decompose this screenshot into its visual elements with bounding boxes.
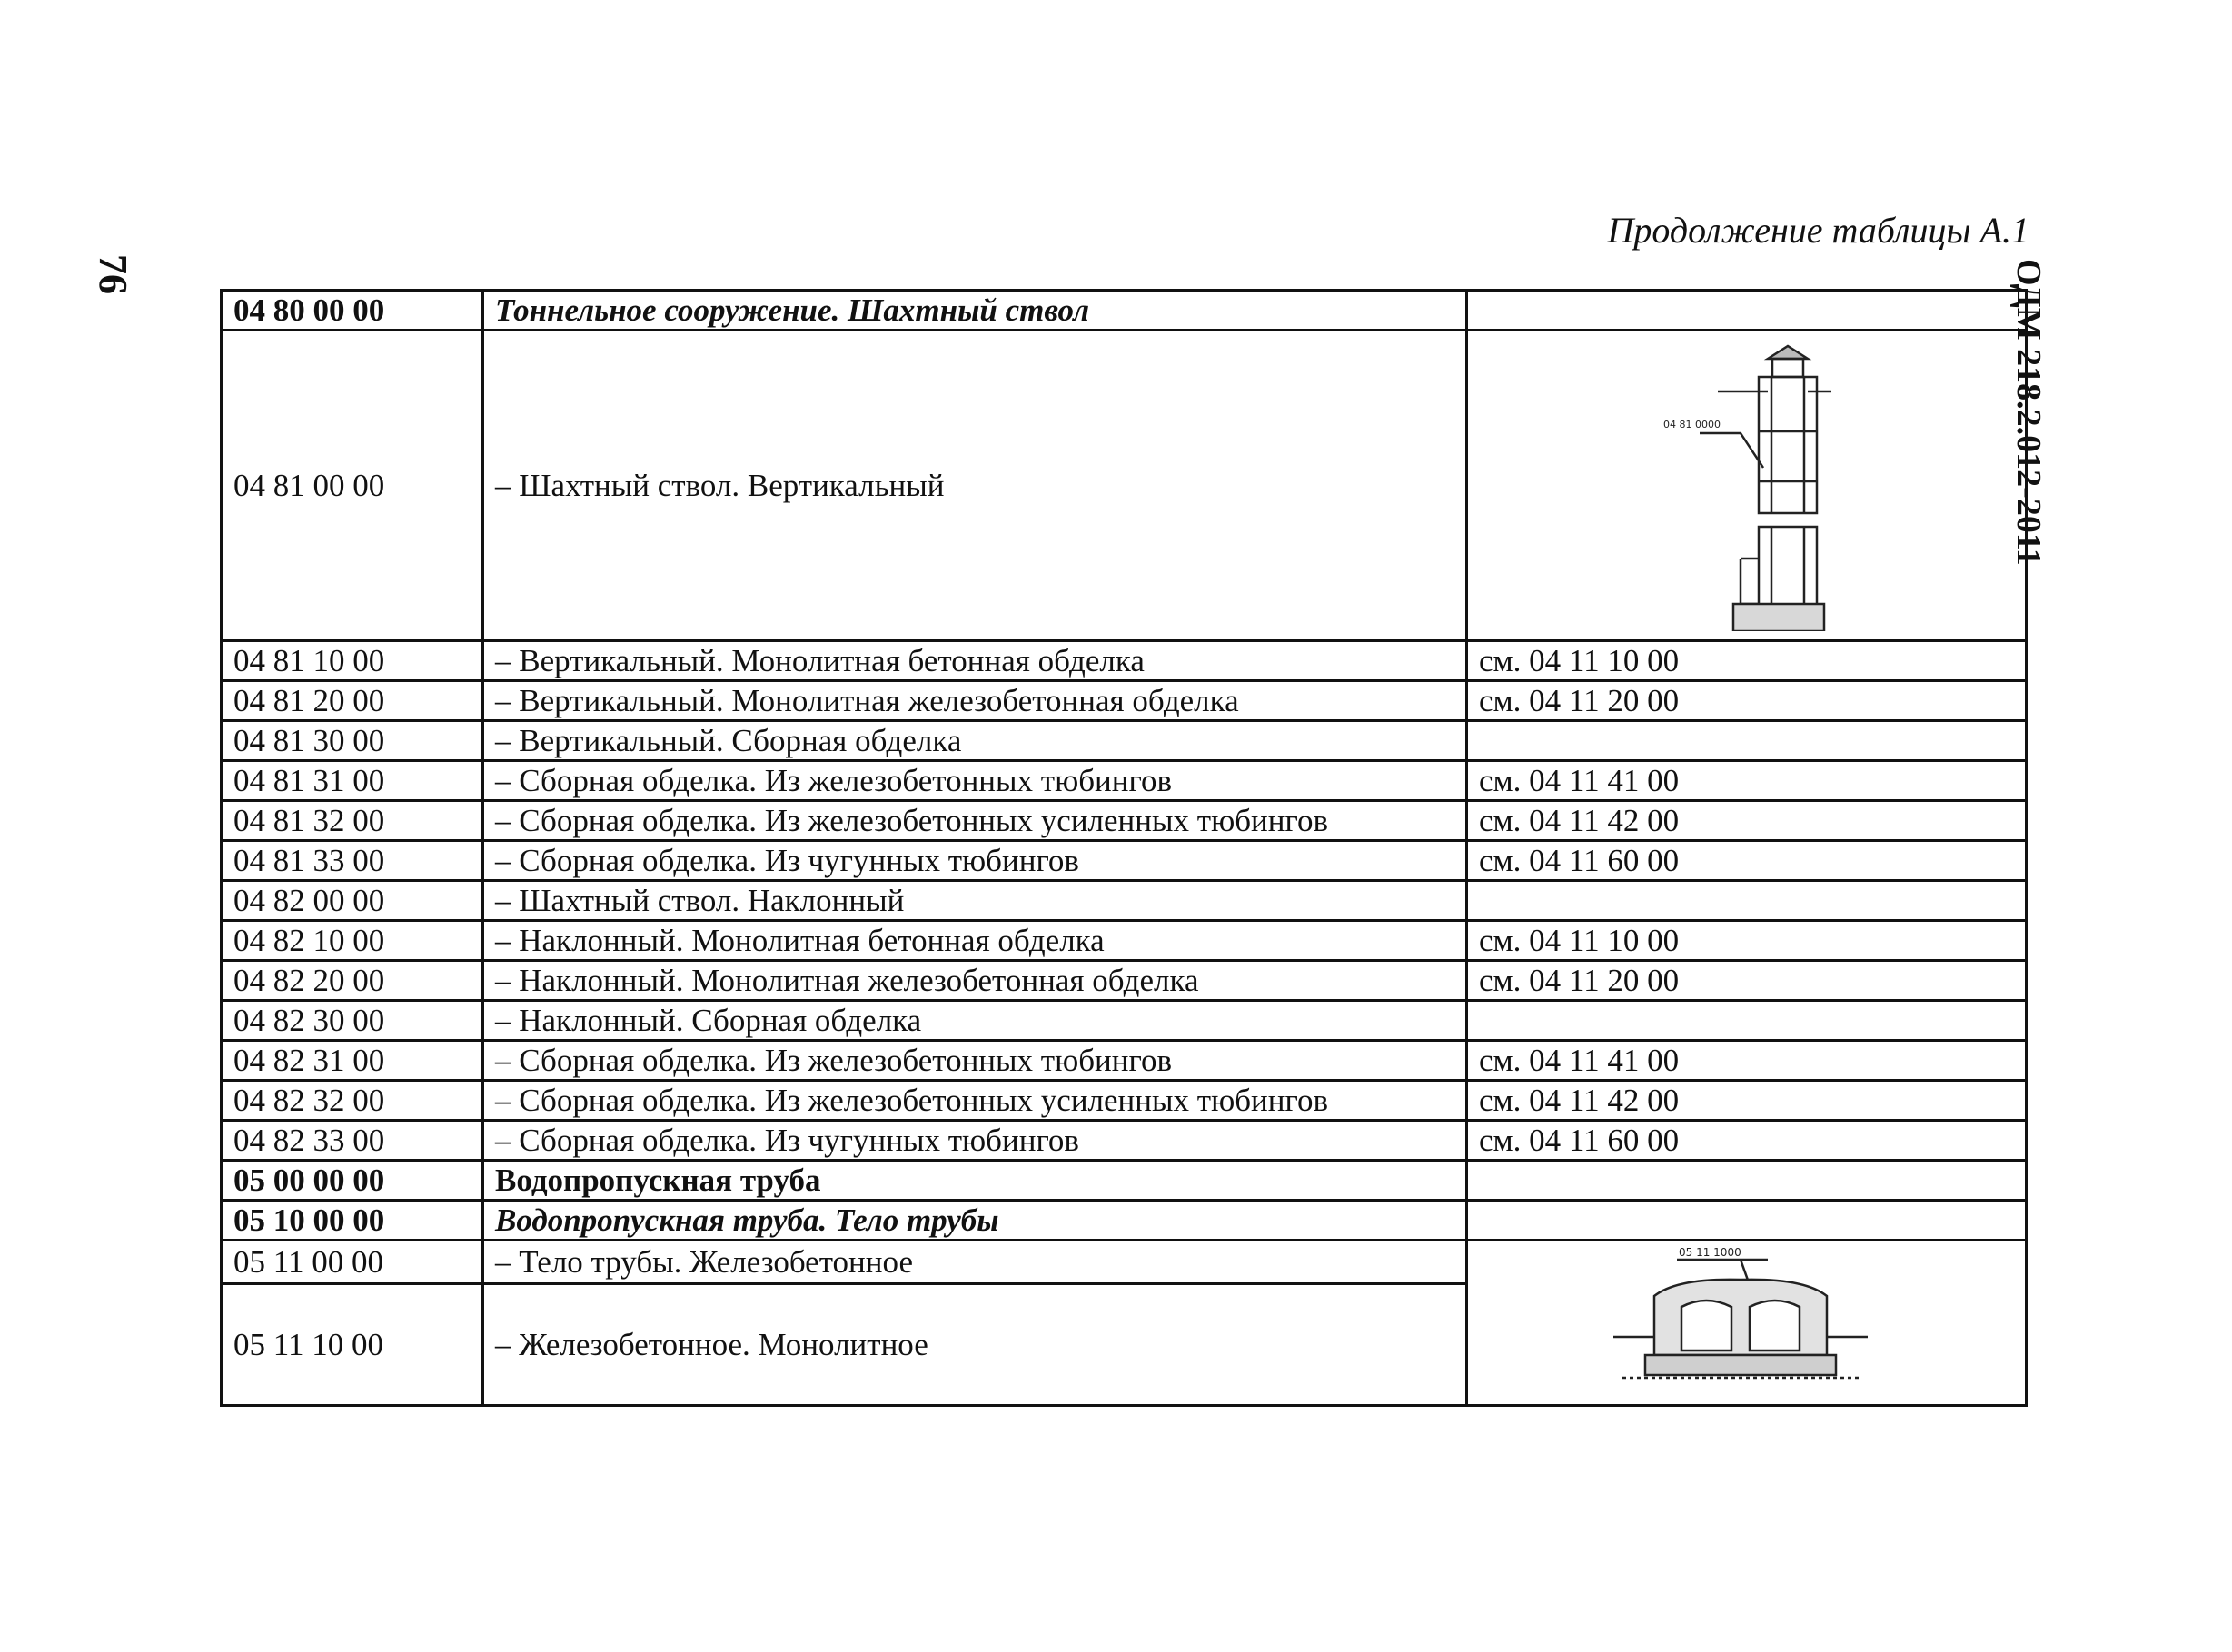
table-row <box>222 1201 2027 1241</box>
row-description: – Сборная обделка. Из железобетонных усиленных тюбингов <box>483 1081 1467 1121</box>
table-row <box>222 841 2027 881</box>
culvert-figure-cell <box>1467 1241 2027 1406</box>
culvert-drawing <box>1468 1241 2027 1396</box>
row-code: 05 10 00 00 <box>222 1201 483 1241</box>
row-reference <box>1467 721 2027 761</box>
row-code: 04 80 00 00 <box>222 291 483 331</box>
row-reference: см. 04 11 42 00 <box>1467 1081 2027 1121</box>
table-row <box>222 761 2027 801</box>
row-description: – Шахтный ствол. Наклонный <box>483 881 1467 921</box>
row-description: – Тело трубы. Железобетонное <box>483 1241 1467 1284</box>
table-row <box>222 801 2027 841</box>
table-row <box>222 641 2027 681</box>
table-row <box>222 1241 2027 1284</box>
table-row <box>222 1161 2027 1201</box>
row-code: 04 81 20 00 <box>222 681 483 721</box>
row-reference <box>1467 1001 2027 1041</box>
row-description: – Наклонный. Сборная обделка <box>483 1001 1467 1041</box>
row-reference: см. 04 11 41 00 <box>1467 761 2027 801</box>
row-description: – Сборная обделка. Из чугунных тюбингов <box>483 1121 1467 1161</box>
row-description: – Сборная обделка. Из чугунных тюбингов <box>483 841 1467 881</box>
table-row <box>222 1081 2027 1121</box>
row-reference <box>1467 1201 2027 1241</box>
row-code: 04 81 00 00 <box>222 331 483 641</box>
row-code: 04 82 33 00 <box>222 1121 483 1161</box>
table-row <box>222 961 2027 1001</box>
row-description: Водопропускная труба <box>483 1161 1467 1201</box>
shaft-figure-label: 04 81 0000 <box>1663 419 1721 430</box>
row-description: Тоннельное сооружение. Шахтный ствол <box>483 291 1467 331</box>
row-code: 04 81 10 00 <box>222 641 483 681</box>
table-row <box>222 881 2027 921</box>
row-code: 04 81 31 00 <box>222 761 483 801</box>
row-code: 04 82 00 00 <box>222 881 483 921</box>
table-row <box>222 921 2027 961</box>
row-code: 04 82 30 00 <box>222 1001 483 1041</box>
table-row <box>222 681 2027 721</box>
row-reference: см. 04 11 42 00 <box>1467 801 2027 841</box>
row-description: – Железобетонное. Монолитное <box>483 1283 1467 1405</box>
row-reference: см. 04 11 10 00 <box>1467 921 2027 961</box>
row-code: 04 81 30 00 <box>222 721 483 761</box>
row-reference: см. 04 11 20 00 <box>1467 961 2027 1001</box>
shaft-figure-cell <box>1467 331 2027 641</box>
row-code: 05 11 10 00 <box>222 1283 483 1405</box>
row-code: 05 11 00 00 <box>222 1241 483 1284</box>
row-description: – Вертикальный. Монолитная железобетонная обделка <box>483 681 1467 721</box>
row-reference: см. 04 11 20 00 <box>1467 681 2027 721</box>
row-description: – Наклонный. Монолитная железобетонная обделка <box>483 961 1467 1001</box>
row-code: 04 82 20 00 <box>222 961 483 1001</box>
table-row <box>222 1121 2027 1161</box>
row-reference: см. 04 11 10 00 <box>1467 641 2027 681</box>
row-reference <box>1467 1161 2027 1201</box>
table-row <box>222 1041 2027 1081</box>
vertical-shaft-drawing <box>1468 331 2027 631</box>
row-code: 04 82 32 00 <box>222 1081 483 1121</box>
table-row <box>222 721 2027 761</box>
table-caption: Продолжение таблицы А.1 <box>1607 210 2029 251</box>
row-description: Водопропускная труба. Тело трубы <box>483 1201 1467 1241</box>
row-code: 04 81 33 00 <box>222 841 483 881</box>
row-description: – Вертикальный. Сборная обделка <box>483 721 1467 761</box>
row-description: – Вертикальный. Монолитная бетонная обделка <box>483 641 1467 681</box>
classification-table <box>220 289 2028 1407</box>
culvert-figure-label: 05 11 1000 <box>1679 1246 1741 1259</box>
row-description: – Сборная обделка. Из железобетонных тюбингов <box>483 761 1467 801</box>
row-reference: см. 04 11 60 00 <box>1467 841 2027 881</box>
row-code: 04 82 10 00 <box>222 921 483 961</box>
row-code: 04 81 32 00 <box>222 801 483 841</box>
row-reference: см. 04 11 41 00 <box>1467 1041 2027 1081</box>
row-description: – Шахтный ствол. Вертикальный <box>483 331 1467 641</box>
row-reference <box>1467 291 2027 331</box>
page-number: 76 <box>91 254 135 294</box>
table-row <box>222 291 2027 331</box>
table-row <box>222 1001 2027 1041</box>
row-description: – Сборная обделка. Из железобетонных тюбингов <box>483 1041 1467 1081</box>
table-row <box>222 331 2027 641</box>
row-reference: см. 04 11 60 00 <box>1467 1121 2027 1161</box>
row-code: 05 00 00 00 <box>222 1161 483 1201</box>
document-code: ОДМ 218.2.012-2011 <box>2009 259 2048 566</box>
row-description: – Сборная обделка. Из железобетонных усиленных тюбингов <box>483 801 1467 841</box>
row-reference <box>1467 881 2027 921</box>
row-code: 04 82 31 00 <box>222 1041 483 1081</box>
row-description: – Наклонный. Монолитная бетонная обделка <box>483 921 1467 961</box>
